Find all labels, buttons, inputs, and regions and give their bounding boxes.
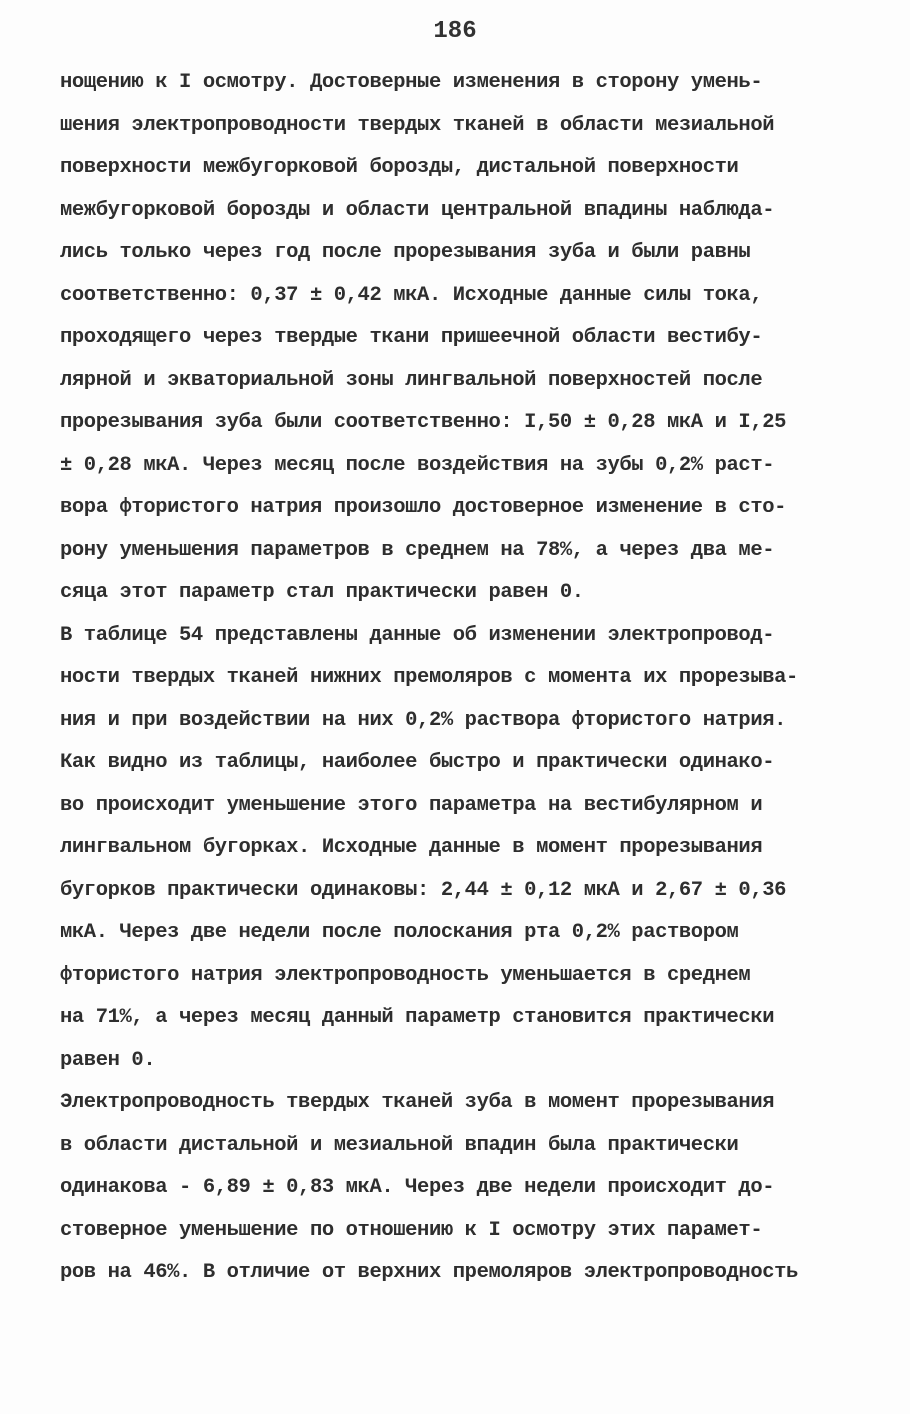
- text-line: нощению к I осмотру. Достоверные изменения в сторону умень-: [60, 71, 763, 94]
- text-line: сяца этот параметр стал практически равен 0.: [60, 581, 584, 604]
- text-line: рону уменьшения параметров в среднем на 78%, а через два ме-: [60, 538, 775, 562]
- text-line: Электропроводность твердых тканей зуба в момент прорезывания: [60, 1091, 775, 1114]
- text-line: ров на 46%. В отличие от верхних премоляров электропроводность: [60, 1261, 798, 1284]
- text-line: шения электропроводности твердых тканей в области мезиальной: [60, 113, 775, 137]
- page-number: 186: [433, 18, 477, 45]
- text-line: поверхности межбугорковой борозды, дистальной поверхности: [60, 156, 739, 179]
- text-line: лись только через год после прорезывания зуба и были равны: [60, 241, 751, 264]
- text-line: в области дистальной и мезиальной впадин была практически: [60, 1133, 739, 1157]
- text-line: лингвальном бугорках. Исходные данные в момент прорезывания: [60, 836, 763, 859]
- text-line: вора фтористого натрия произошло достоверное изменение в сто-: [60, 496, 787, 519]
- text-line: соответственно: 0,37 ± 0,42 мкА. Исходные данные силы тока,: [60, 283, 763, 307]
- text-line: мкА. Через две недели после полоскания рта 0,2% раствором: [60, 921, 739, 944]
- text-line: проходящего через твердые ткани пришеечной области вестибу-: [60, 326, 763, 349]
- body-text: [60, 62, 860, 1295]
- text-line: равен 0.: [60, 1048, 156, 1072]
- text-line: прорезывания зуба были соответственно: I,50 ± 0,28 мкА и I,25: [60, 411, 787, 434]
- text-line: ± 0,28 мкА. Через месяц после воздействия на зубы 0,2% раст-: [60, 453, 775, 477]
- text-line: стоверное уменьшение по отношению к I осмотру этих парамет-: [60, 1218, 763, 1242]
- text-line: бугорков практически одинаковы: 2,44 ± 0,12 мкА и 2,67 ± 0,36: [60, 878, 787, 902]
- text-line: фтористого натрия электропроводность уменьшается в среднем: [60, 963, 751, 987]
- text-line: лярной и экваториальной зоны лингвальной поверхностей после: [60, 368, 763, 392]
- text-line: во происходит уменьшение этого параметра на вестибулярном и: [60, 793, 763, 817]
- text-line: Как видно из таблицы, наиболее быстро и практически одинако-: [60, 751, 775, 774]
- text-line: В таблице 54 представлены данные об изменении электропровод-: [60, 623, 775, 647]
- text-line: ния и при воздействии на них 0,2% раствора фтористого натрия.: [60, 708, 787, 732]
- text-line: одинакова - 6,89 ± 0,83 мкА. Через две недели происходит до-: [60, 1176, 775, 1199]
- text-line: межбугорковой борозды и области центральной впадины наблюда-: [60, 198, 775, 222]
- text-line: ности твердых тканей нижних премоляров с момента их прорезыва-: [60, 666, 798, 689]
- text-line: на 71%, а через месяц данный параметр становится практически: [60, 1006, 775, 1029]
